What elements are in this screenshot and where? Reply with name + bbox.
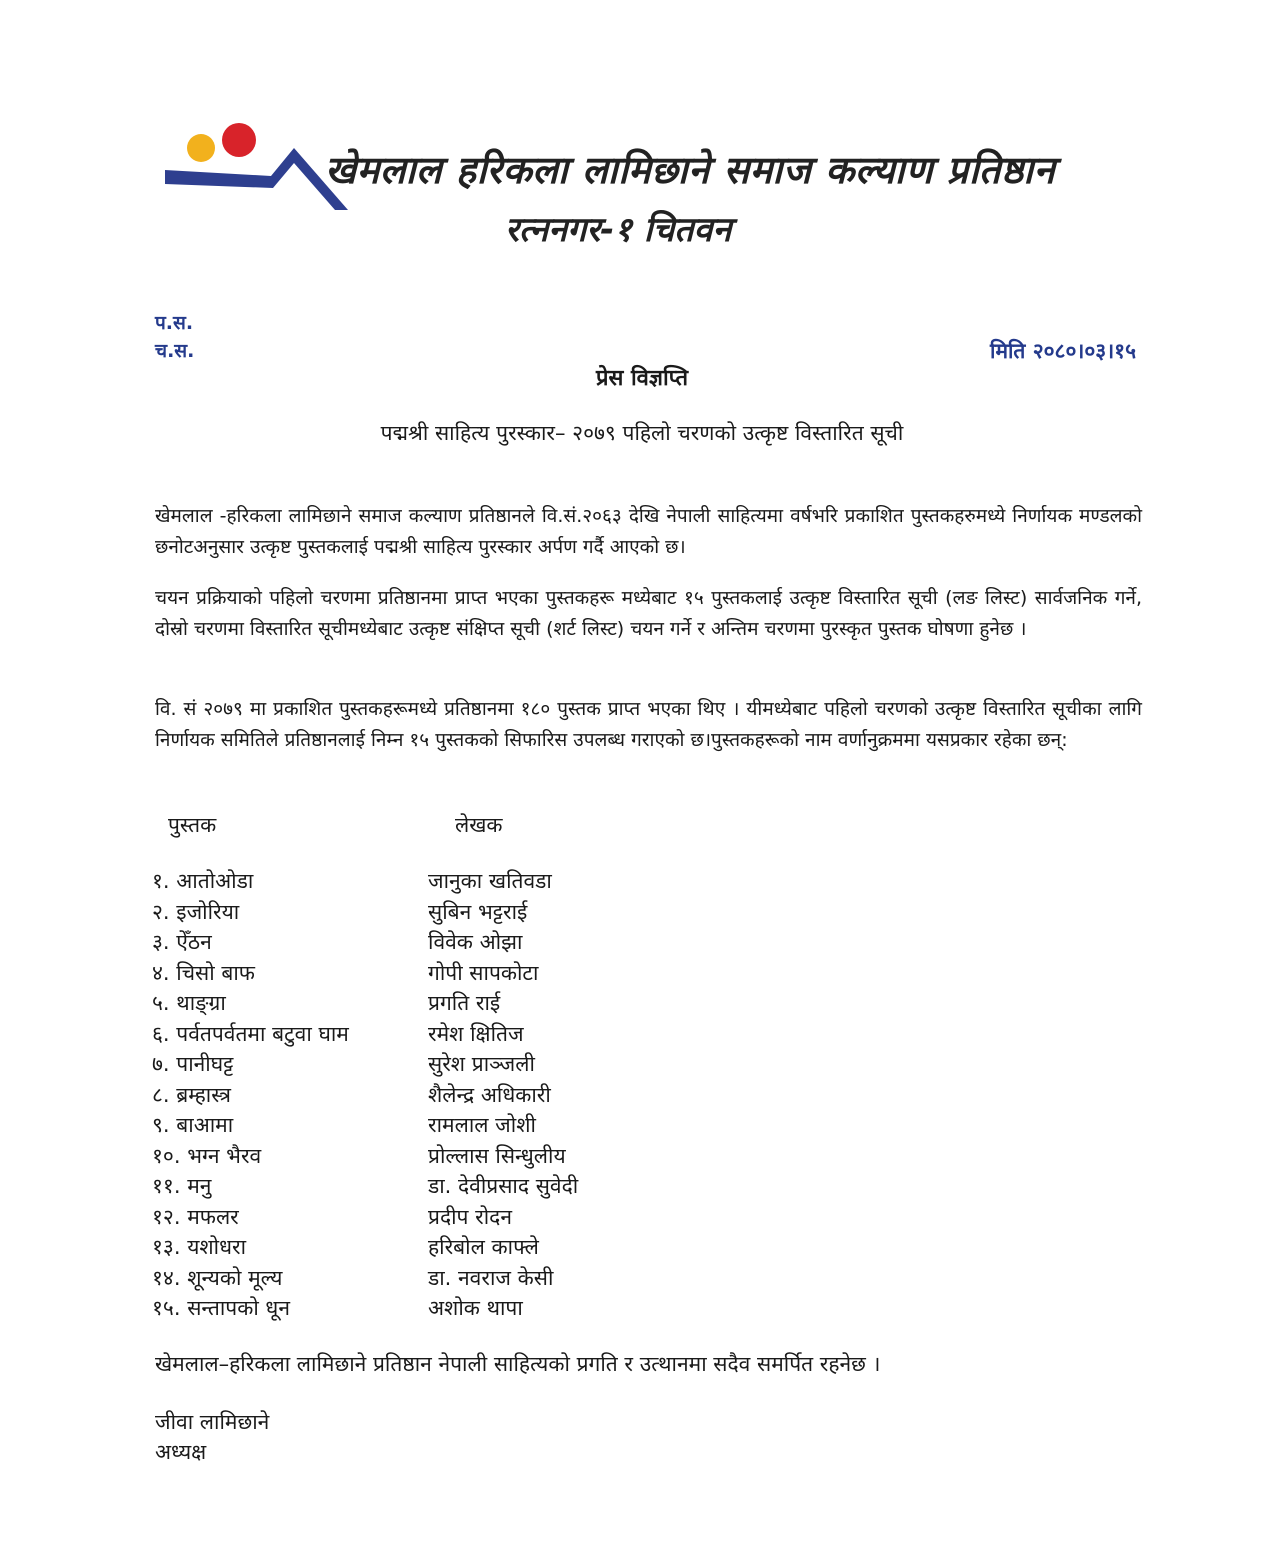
book-title: ११. मनु [152, 1174, 212, 1198]
list-item [152, 1141, 792, 1172]
book-author: डा. देवीप्रसाद सुवेदी [428, 1174, 579, 1198]
book-author: हरिबोल काफ्ले [428, 1235, 539, 1259]
book-author: प्रगति राई [428, 991, 501, 1015]
book-author: सुबिन भट्टराई [428, 899, 528, 924]
organization-logo [163, 118, 348, 213]
book-author: डा. नवराज केसी [428, 1265, 554, 1290]
organization-name: खेमलाल हरिकला लामिछाने समाज कल्याण प्रतिष्ठान [325, 148, 1056, 192]
book-title: १३. यशोधरा [152, 1235, 247, 1259]
book-title: ७. पानीघट्ट [152, 1052, 234, 1076]
body-paragraph-2: चयन प्रक्रियाको पहिलो चरणमा प्रतिष्ठानमा प्राप्त भएका पुस्तकहरू मध्येबाट १५ पुस्तकलाई उत्कृष्ट विस्तारित सूची (लङ लिस्ट) सार्वजनिक गर्ने, दोस्रो चरणमा विस्तारित सूचीमध्येबाट उत्कृष्ट संक्षिप्त सूची (शर्ट लिस्ट) चयन गर्ने र अन्तिम चरणमा पुरस्कृत पुस्तक घोषणा हुनेछ । [155, 587, 1142, 640]
list-item [152, 958, 792, 989]
document-type-heading: प्रेस विज्ञप्ति [595, 366, 689, 391]
list-item [152, 1232, 792, 1263]
book-author: जानुका खतिवडा [428, 869, 552, 893]
list-item [152, 1080, 792, 1111]
book-author: अशोक थापा [428, 1296, 523, 1320]
letter-cs-number: च.स. [155, 340, 195, 362]
book-title: १०. भग्न भैरव [152, 1143, 262, 1168]
book-author: शैलेन्द्र अधिकारी [428, 1082, 551, 1107]
column-header-book: पुस्तक [168, 813, 217, 837]
book-author: गोपी सापकोटा [428, 960, 539, 985]
signatory-name: जीवा लामिछाने [155, 1410, 270, 1434]
book-list [152, 866, 792, 1324]
book-title: ६. पर्वतपर्वतमा बटुवा घाम [152, 1021, 349, 1046]
list-item [152, 1019, 792, 1050]
closing-statement: खेमलाल–हरिकला लामिछाने प्रतिष्ठान नेपाली साहित्यको प्रगति र उत्थानमा सदैव समर्पित रहनेछ । [155, 1352, 881, 1376]
book-author: सुरेश प्राञ्जली [428, 1052, 535, 1076]
book-title: ९. बाआमा [152, 1113, 234, 1137]
list-item [152, 988, 792, 1019]
list-item [152, 1110, 792, 1141]
book-title: २. इजोरिया [152, 899, 240, 924]
body-paragraph-3: वि. सं २०७९ मा प्रकाशित पुस्तकहरूमध्ये प्रतिष्ठानमा १८० पुस्तक प्राप्त भएका थिए । यीमध्येबाट पहिलो चरणको उत्कृष्ट विस्तारित सूचीका लागि निर्णायक समितिले प्रतिष्ठानलाई निम्न १५ पुस्तकको सिफारिस उपलब्ध गराएको छ।पुस्तकहरूको नाम वर्णानुक्रममा यसप्रकार रहेका छन्: [155, 698, 1142, 751]
column-header-author: लेखक [455, 813, 503, 837]
list-item [152, 1171, 792, 1202]
book-title: ३. ऐँठन [152, 930, 212, 954]
logo-yellow-circle [187, 134, 215, 162]
logo-red-circle [222, 123, 256, 157]
list-item [152, 897, 792, 928]
organization-address: रत्ननगर-१ चितवन [505, 210, 732, 250]
book-title: १४. शून्यको मूल्य [152, 1265, 283, 1290]
list-item [152, 1293, 792, 1324]
list-item [152, 1263, 792, 1294]
list-item [152, 927, 792, 958]
book-author: रमेश क्षितिज [428, 1021, 524, 1046]
book-title: १. आतोओडा [152, 869, 254, 893]
body-paragraph-1: खेमलाल -हरिकला लामिछाने समाज कल्याण प्रतिष्ठानले वि.सं.२०६३ देखि नेपाली साहित्यमा वर्षभरि प्रकाशित पुस्तकहरुमध्ये निर्णायक मण्डलको छनोटअनुसार उत्कृष्ट पुस्तकलाई पद्मश्री साहित्य पुरस्कार अर्पण गर्दै आएको छ। [155, 505, 1142, 558]
list-item [152, 1049, 792, 1080]
book-author: प्रोल्लास सिन्धुलीय [428, 1143, 566, 1168]
book-title: ४. चिसो बाफ [152, 960, 255, 985]
list-item [152, 1202, 792, 1233]
book-title: ५. थाङ्ग्रा [152, 991, 226, 1015]
book-title: १२. मफलर [152, 1204, 239, 1229]
document-subject: पद्मश्री साहित्य पुरस्कार– २०७९ पहिलो चरणको उत्कृष्ट विस्तारित सूची [380, 421, 904, 445]
signatory-title: अध्यक्ष [155, 1440, 207, 1464]
book-author: प्रदीप रोदन [428, 1204, 512, 1229]
letter-ps-number: प.स. [155, 312, 194, 334]
book-author: विवेक ओझा [428, 930, 523, 954]
book-author: रामलाल जोशी [428, 1113, 536, 1137]
letter-date: मिति २०८०।०३।१५ [990, 339, 1136, 363]
book-title: ८. ब्रम्हास्त्र [152, 1082, 231, 1107]
list-item [152, 866, 792, 897]
book-title: १५. सन्तापको धून [152, 1296, 291, 1320]
